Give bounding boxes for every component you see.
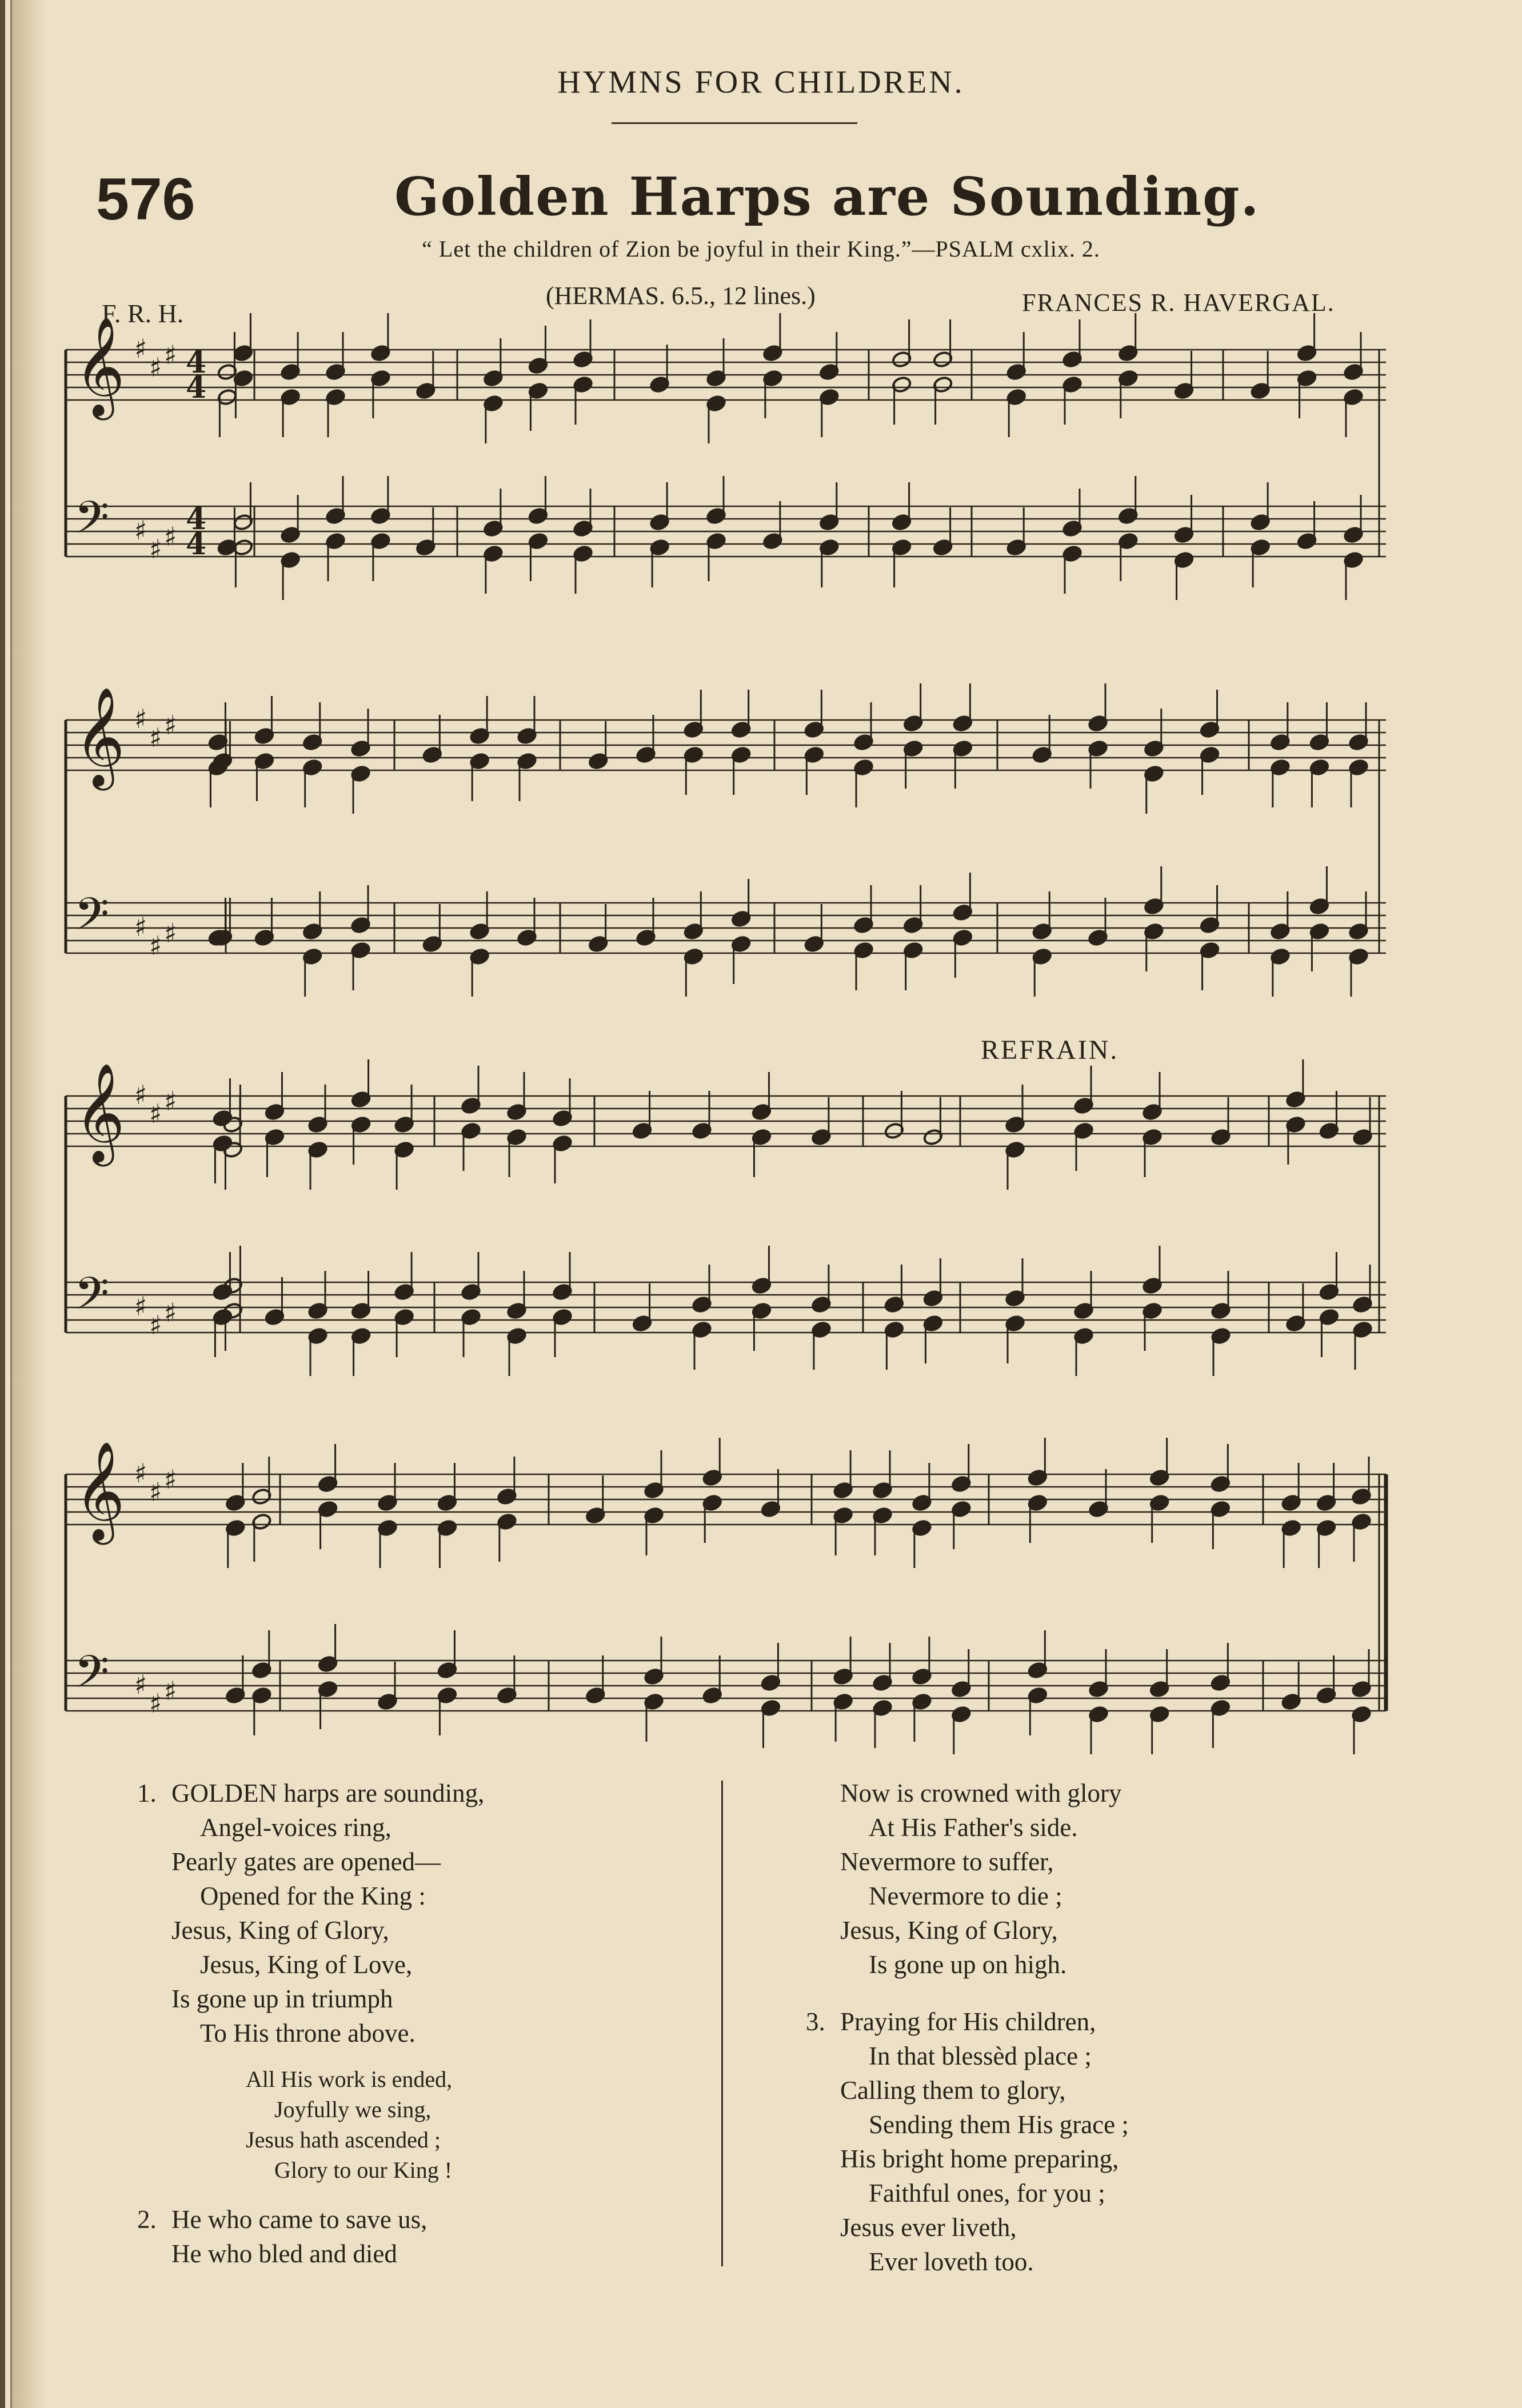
bass-clef: 𝄢 bbox=[74, 492, 110, 555]
sharp-sign: ♯ bbox=[134, 1458, 147, 1489]
sharp-sign: ♯ bbox=[164, 1297, 177, 1328]
time-signature: 4 bbox=[186, 370, 207, 405]
sharp-sign: ♯ bbox=[149, 1310, 162, 1341]
verse-line: In that blessèd place ; bbox=[869, 2042, 1092, 2070]
verse-number: 2. bbox=[137, 2205, 157, 2234]
time-signature: 4 bbox=[186, 502, 207, 537]
composer: FRANCES R. HAVERGAL. bbox=[1022, 289, 1335, 317]
refrain-line: Glory to our King ! bbox=[274, 2157, 453, 2183]
verse-line: He who came to save us, bbox=[171, 2205, 428, 2234]
sharp-sign: ♯ bbox=[149, 930, 162, 961]
hymn-title: Golden Harps are Sounding. bbox=[394, 166, 1260, 227]
treble-clef: 𝄞 bbox=[74, 1063, 125, 1162]
bass-clef: 𝄢 bbox=[74, 1268, 110, 1331]
treble-clef: 𝄞 bbox=[74, 687, 125, 786]
sharp-sign: ♯ bbox=[149, 1688, 162, 1719]
verse-line: Nevermore to suffer, bbox=[840, 1847, 1054, 1876]
verse-line: He who bled and died bbox=[171, 2239, 397, 2268]
refrain-text bbox=[246, 2064, 484, 2185]
verse-line: Now is crowned with glory bbox=[840, 1779, 1122, 1807]
verse-line: Sending them His grace ; bbox=[869, 2110, 1129, 2139]
column-divider bbox=[721, 1781, 723, 2266]
sharp-sign: ♯ bbox=[134, 1669, 147, 1700]
sharp-sign: ♯ bbox=[164, 1675, 177, 1706]
verse-line: Faithful ones, for you ; bbox=[869, 2179, 1105, 2207]
sharp-sign: ♯ bbox=[134, 515, 147, 546]
sharp-sign: ♯ bbox=[164, 918, 177, 949]
refrain-line: Jesus hath ascended ; bbox=[246, 2127, 441, 2153]
refrain-label: REFRAIN. bbox=[981, 1035, 1119, 1065]
sharp-sign: ♯ bbox=[134, 1079, 147, 1110]
verse-line: Calling them to glory, bbox=[840, 2076, 1066, 2105]
tune-info: (HERMAS. 6.5., 12 lines.) bbox=[546, 282, 816, 310]
verse-line: Praying for His children, bbox=[840, 2007, 1096, 2036]
sharp-sign: ♯ bbox=[164, 339, 177, 370]
verse-line: Jesus, King of Glory, bbox=[171, 1916, 389, 1945]
verse-line: Is gone up on high. bbox=[869, 1950, 1067, 1979]
verse-line: At His Father's side. bbox=[869, 1813, 1078, 1842]
bass-clef: 𝄢 bbox=[74, 1646, 110, 1709]
epigraph: “ Let the children of Zion be joyful in their King.”—PSALM cxlix. 2. bbox=[422, 236, 1100, 262]
verse-line: Pearly gates are opened— bbox=[171, 1847, 441, 1876]
verse-number: 1. bbox=[137, 1779, 157, 1807]
verse-line: Is gone up in triumph bbox=[171, 1985, 393, 2013]
time-signature: 4 bbox=[186, 345, 207, 380]
verse-line: GOLDEN harps are sounding, bbox=[171, 1779, 485, 1807]
verse-line: To His throne above. bbox=[200, 2019, 416, 2047]
running-head: HYMNS FOR CHILDREN. bbox=[557, 65, 965, 100]
verse-line: Opened for the King : bbox=[200, 1882, 426, 1910]
verse-line: Ever loveth too. bbox=[869, 2247, 1034, 2276]
sharp-sign: ♯ bbox=[134, 333, 147, 364]
bass-clef: 𝄢 bbox=[74, 889, 110, 951]
refrain-line: Joyfully we sing, bbox=[274, 2097, 432, 2122]
sharp-sign: ♯ bbox=[149, 352, 162, 383]
sharp-sign: ♯ bbox=[164, 1086, 177, 1117]
verse-2-continued bbox=[840, 1776, 1129, 1982]
verse-2-start bbox=[137, 2202, 484, 2271]
sharp-sign: ♯ bbox=[149, 534, 162, 565]
treble-clef: 𝄞 bbox=[74, 1441, 125, 1541]
sharp-sign: ♯ bbox=[164, 1464, 177, 1495]
verse-line: Angel-voices ring, bbox=[200, 1813, 392, 1842]
sharp-sign: ♯ bbox=[149, 1477, 162, 1507]
verse-1 bbox=[137, 1776, 485, 2050]
sharp-sign: ♯ bbox=[164, 710, 177, 741]
verse-line: Jesus, King of Love, bbox=[200, 1950, 413, 1979]
sharp-sign: ♯ bbox=[134, 911, 147, 942]
hymn-number: 576 bbox=[96, 166, 195, 233]
verse-line: Jesus ever liveth, bbox=[840, 2213, 1017, 2242]
sharp-sign: ♯ bbox=[164, 521, 177, 552]
sharp-sign: ♯ bbox=[134, 1291, 147, 1322]
author-initials: F. R. H. bbox=[102, 299, 184, 328]
sharp-sign: ♯ bbox=[149, 1098, 162, 1129]
verse-line: Jesus, King of Glory, bbox=[840, 1916, 1058, 1945]
verse-line: His bright home preparing, bbox=[840, 2145, 1119, 2173]
verse-line: Nevermore to die ; bbox=[869, 1882, 1062, 1910]
treble-clef: 𝄞 bbox=[74, 317, 125, 416]
verse-column-left bbox=[137, 1776, 485, 2271]
verse-number: 3. bbox=[806, 2007, 825, 2036]
verse-column-right bbox=[806, 1776, 1129, 2279]
verse-3 bbox=[806, 2005, 1129, 2279]
sharp-sign: ♯ bbox=[149, 722, 162, 753]
time-signature: 4 bbox=[186, 527, 207, 562]
refrain-line: All His work is ended, bbox=[246, 2066, 453, 2092]
sharp-sign: ♯ bbox=[134, 703, 147, 734]
